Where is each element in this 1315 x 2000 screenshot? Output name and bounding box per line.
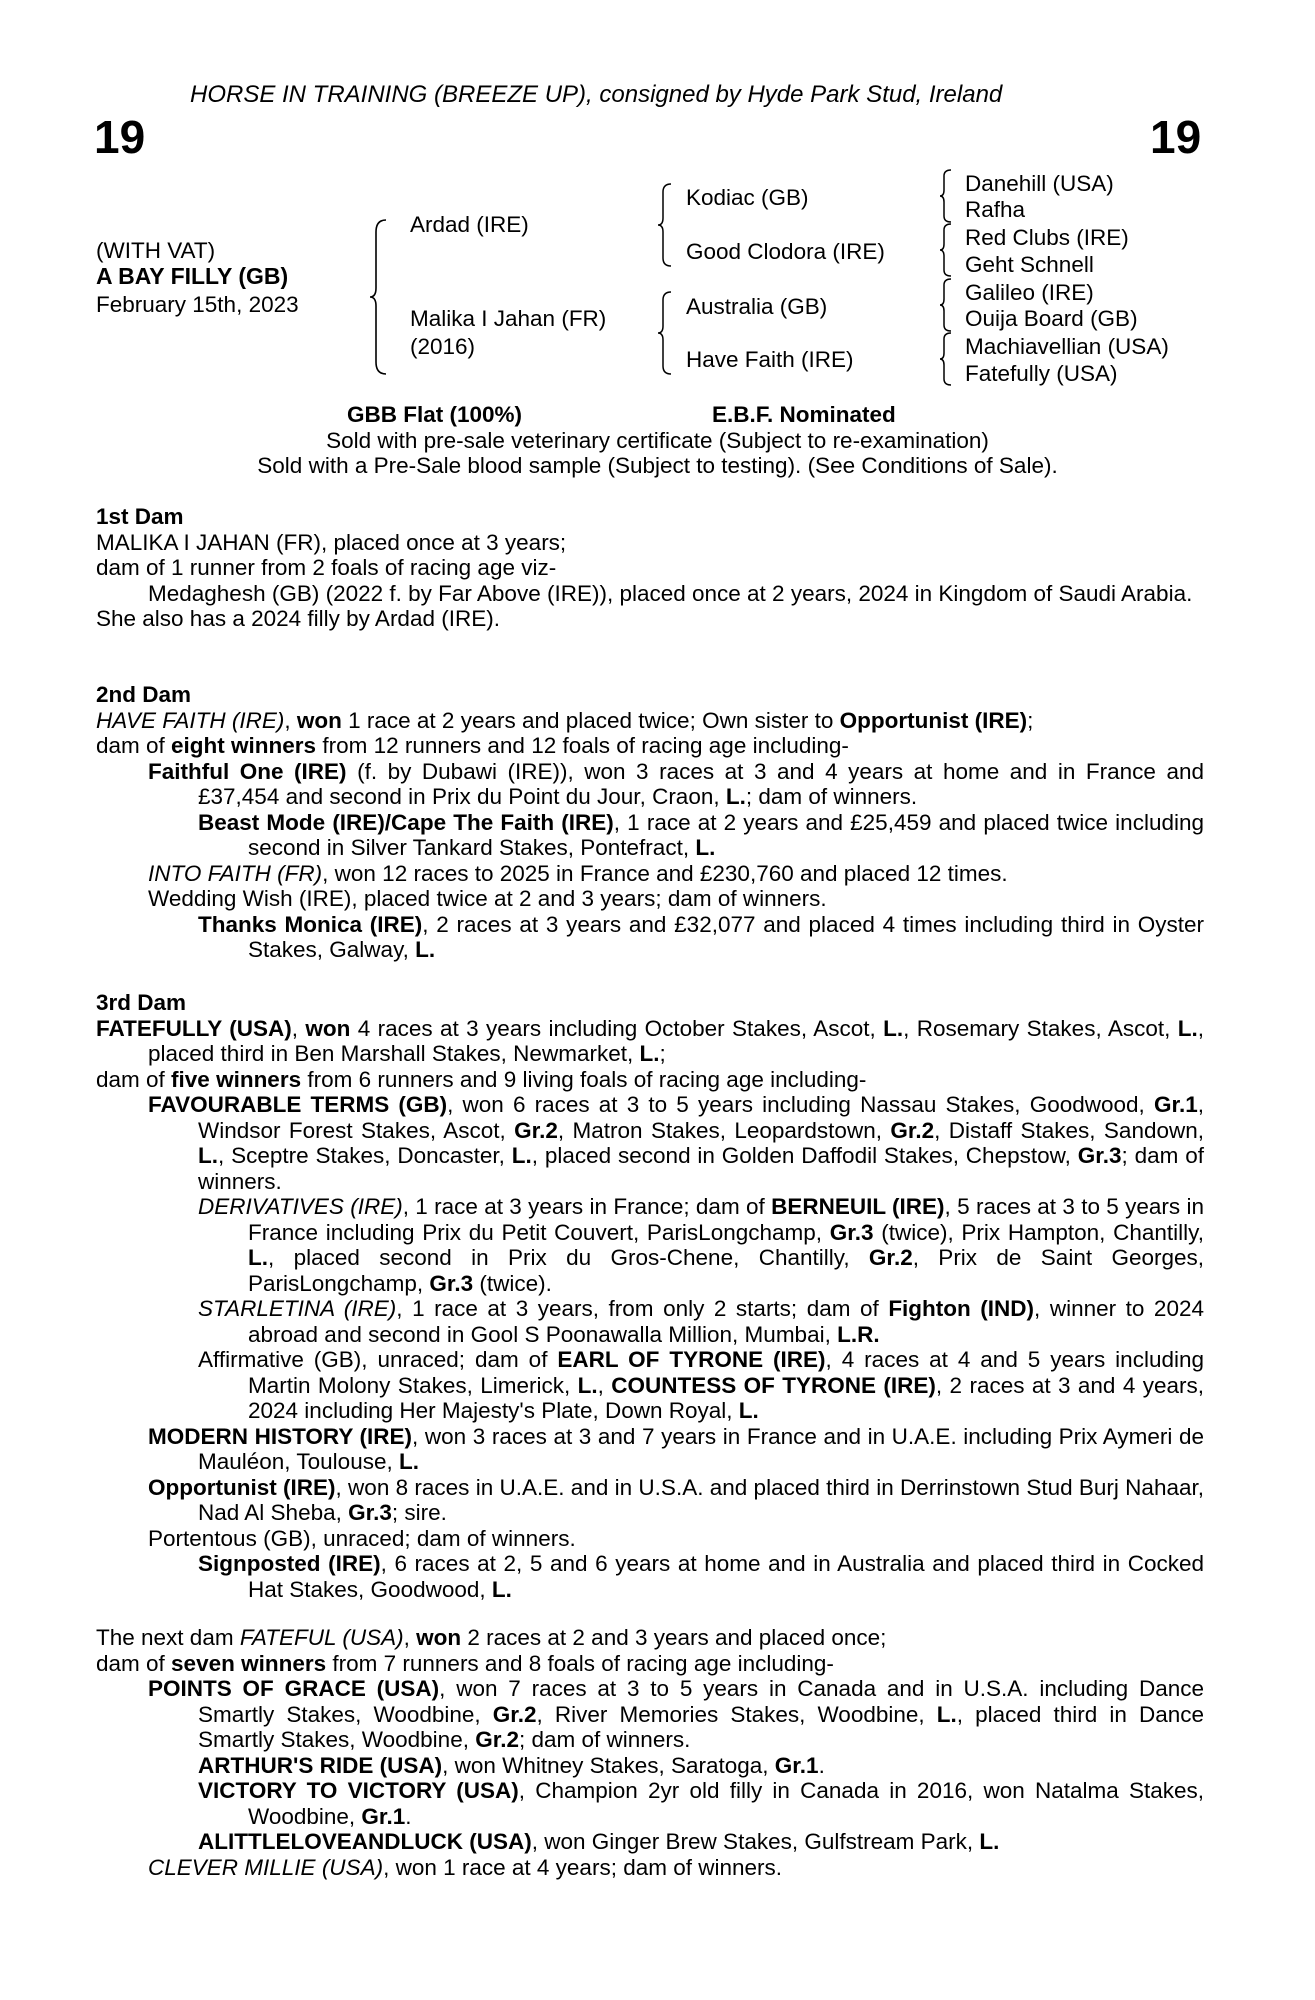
text: , 2 races at 3 years and £32,077 and placed 4 times including third in Oyster Stakes, Galway, — [248, 911, 1204, 962]
text: , River Memories Stakes, Woodbine, — [536, 1701, 937, 1727]
text: , won 7 races at 3 to 5 years in Canada and in U.S.A. including Dance Smartly Stakes, Woodbine, — [198, 1676, 1205, 1727]
first-dam-line: She also has a 2024 filly by Ardad (IRE). — [96, 606, 500, 631]
lot-number-right: 19 — [1150, 111, 1202, 163]
text: Gr.2 — [514, 1117, 558, 1143]
text: , won 1 race at 4 years; dam of winners. — [383, 1854, 783, 1880]
text: (twice), Prix Hampton, Chantilly, — [873, 1219, 1205, 1245]
text: L. — [1177, 1015, 1198, 1041]
text: won — [296, 707, 342, 733]
text: INTO FAITH (FR) — [148, 860, 323, 886]
first-dam-line: dam of 1 runner from 2 foals of racing age viz- — [96, 555, 557, 580]
text: L. — [738, 1398, 759, 1423]
progeny-entry — [96, 1778, 1204, 1829]
text: COUNTESS OF TYRONE (IRE) — [611, 1372, 936, 1398]
text: , won 3 races at 3 and 7 years in France and in U.A.E. including Prix Aymeri de Mauléon, Toulouse, — [198, 1423, 1204, 1474]
progeny-entry: Portentous (GB), unraced; dam of winners. — [148, 1525, 576, 1551]
next-dam-line — [96, 1651, 1204, 1677]
text: , placed third in Dance Smartly Stakes, Woodbine, — [198, 1701, 1204, 1752]
pedigree-gen3-4: Geht Schnell — [965, 252, 1094, 277]
pedigree-brace-g3-1 — [938, 168, 956, 224]
sire-name: Ardad (IRE) — [410, 212, 529, 237]
pedigree-gen2-3: Australia (GB) — [686, 294, 828, 319]
text: Gr.3 — [348, 1500, 392, 1525]
pedigree-gen3-7: Machiavellian (USA) — [965, 334, 1169, 359]
progeny-entry — [96, 861, 1204, 887]
horse-name: A BAY FILLY (GB) — [96, 263, 289, 289]
text: , won 6 races at 3 to 5 years including Nassau Stakes, Goodwood, — [447, 1092, 1154, 1117]
text: , 6 races at 2, 5 and 6 years at home and in Australia and placed third in Cocked Hat Stakes, Goodwood, — [248, 1551, 1204, 1602]
text: dam of — [96, 1650, 172, 1676]
text: , placed second in Prix du Gros-Chene, Chantilly, — [268, 1245, 869, 1270]
text: L. — [198, 1143, 218, 1168]
text: ; — [659, 1041, 666, 1066]
pedigree-gen3-2: Rafha — [965, 197, 1026, 222]
progeny-entry — [96, 1855, 1204, 1881]
dam-name: Malika I Jahan (FR) — [410, 306, 607, 331]
text: Fighton (IND) — [888, 1296, 1035, 1321]
text: CLEVER MILLIE (USA) — [148, 1854, 384, 1880]
text: , 1 race at 3 years in France; dam of — [402, 1194, 772, 1219]
text: L. — [883, 1015, 904, 1041]
text: Gr.3 — [429, 1270, 474, 1296]
text: Opportunist (IRE) — [839, 707, 1028, 733]
text: , Matron Stakes, Leopardstown, — [557, 1117, 891, 1143]
third-dam-line — [96, 1016, 1204, 1067]
text: ALITTLELOVEANDLUCK (USA) — [198, 1829, 532, 1854]
progeny-entry: Wedding Wish (IRE), placed twice at 2 and 3 years; dam of winners. — [148, 886, 827, 911]
progeny-entry — [96, 1092, 1204, 1194]
text: , placed third in Ben Marshall Stakes, Newmarket, — [148, 1015, 1204, 1066]
pedigree-gen3-6: Ouija Board (GB) — [965, 306, 1138, 331]
pedigree-gen3-3: Red Clubs (IRE) — [965, 225, 1129, 250]
text: , Windsor Forest Stakes, Ascot, — [198, 1092, 1204, 1143]
text: L. — [415, 937, 436, 962]
blood-sample-note: Sold with a Pre-Sale blood sample (Subject to testing). (See Conditions of Sale). — [257, 453, 1058, 478]
text: Opportunist (IRE) — [148, 1474, 336, 1500]
pedigree-brace-main — [368, 218, 392, 376]
text: L. — [511, 1143, 532, 1168]
progeny-entry — [96, 759, 1204, 810]
text: , — [291, 1015, 306, 1041]
text: Gr.3 — [1077, 1143, 1122, 1168]
text: ; sire. — [391, 1500, 447, 1525]
text: 4 races at 3 years including October Stakes, Ascot, — [350, 1015, 884, 1041]
text: L. — [577, 1372, 598, 1398]
text: dam of — [96, 1066, 172, 1092]
pedigree-brace-g3-3 — [938, 277, 956, 333]
pedigree-gen2-4: Have Faith (IRE) — [686, 347, 854, 372]
text: from 7 runners and 8 foals of racing age including- — [326, 1650, 834, 1676]
progeny-entry — [96, 1676, 1204, 1753]
next-dam-line — [96, 1625, 1204, 1651]
text: . — [818, 1752, 825, 1778]
ebf-nominated-note: E.B.F. Nominated — [712, 402, 896, 427]
text: (twice). — [473, 1270, 552, 1296]
progeny-entry — [96, 810, 1204, 861]
text: , — [597, 1372, 612, 1398]
text: , Sceptre Stakes, Doncaster, — [218, 1143, 512, 1168]
text: , won 8 races in U.A.E. and in U.S.A. and placed third in Derrinstown Stud Burj Nahaar, Nad Al Sheba, — [198, 1474, 1204, 1525]
text: from 12 runners and 12 foals of racing age including- — [316, 733, 849, 758]
text: ; dam of winners. — [745, 784, 918, 809]
text: five winners — [171, 1066, 302, 1092]
pedigree-brace-dam — [656, 290, 676, 376]
first-dam-line: MALIKA I JAHAN (FR), placed once at 3 years; — [96, 529, 567, 555]
text: 1 race at 2 years and placed twice; Own sister to — [341, 707, 840, 733]
dam-name-italic: HAVE FAITH (IRE) — [96, 707, 285, 733]
text: ; dam of winners. — [519, 1727, 691, 1752]
progeny-entry — [96, 1475, 1204, 1526]
gbb-flat-note: GBB Flat (100%) — [347, 402, 523, 427]
second-dam-line — [96, 733, 1204, 759]
text: L. — [979, 1829, 1000, 1854]
text: EARL OF TYRONE (IRE) — [557, 1347, 826, 1372]
progeny-entry — [96, 1296, 1204, 1347]
text: , Prix de Saint Georges, ParisLongchamp, — [248, 1245, 1204, 1296]
text: dam of — [96, 733, 172, 758]
progeny-entry — [96, 912, 1204, 963]
progeny-entry — [96, 1194, 1204, 1296]
text: L. — [248, 1245, 268, 1270]
lot-number-left: 19 — [94, 111, 146, 163]
text: Faithful One (IRE) — [148, 758, 347, 784]
text: won — [416, 1625, 462, 1650]
progeny-entry — [96, 1829, 1204, 1855]
second-dam-line — [96, 708, 1204, 734]
text: Gr.2 — [492, 1701, 537, 1727]
text: L. — [936, 1701, 957, 1727]
progeny-entry — [96, 1347, 1204, 1424]
text: from 6 runners and 9 living foals of racing age including- — [301, 1066, 867, 1092]
text: VICTORY TO VICTORY (USA) — [198, 1778, 519, 1803]
text: , 5 races at 3 to 5 years in France including Prix du Petit Couvert, ParisLongchamp, — [248, 1194, 1205, 1245]
first-dam-progeny: Medaghesh (GB) (2022 f. by Far Above (IRE)), placed once at 2 years, 2024 in Kingdom of Saudi Arabia. — [148, 580, 1193, 606]
pedigree-brace-g3-4 — [938, 331, 956, 387]
vat-label: (WITH VAT) — [96, 238, 216, 263]
foaling-date: February 15th, 2023 — [96, 292, 299, 317]
progeny-entry — [96, 1551, 1204, 1602]
text: Gr.1 — [1153, 1092, 1198, 1117]
text: , — [284, 707, 297, 733]
text: FATEFULLY (USA) — [96, 1015, 292, 1041]
text: , placed second in Golden Daffodil Stakes, Chepstow, — [531, 1143, 1078, 1168]
first-dam-heading: 1st Dam — [96, 504, 184, 529]
progeny-entry — [96, 1753, 1204, 1779]
text: The next dam — [96, 1625, 240, 1650]
pedigree-gen3-5: Galileo (IRE) — [965, 280, 1094, 305]
text: Thanks Monica (IRE) — [198, 911, 423, 937]
text: Gr.1 — [361, 1803, 406, 1829]
text: . — [405, 1803, 412, 1829]
second-dam-section — [96, 682, 1204, 963]
pedigree-gen3-8: Fatefully (USA) — [965, 361, 1118, 386]
text: FATEFUL (USA) — [239, 1625, 404, 1650]
text: , 1 race at 2 years and £25,459 and placed twice including second in Silver Tankard Stakes, Pontefract, — [248, 809, 1204, 860]
text: , winner to 2024 abroad and second in Gool S Poonawalla Million, Mumbai, — [248, 1296, 1204, 1347]
text: , Distaff Stakes, Sandown, — [934, 1117, 1205, 1143]
text: ARTHUR'S RIDE (USA) — [198, 1752, 443, 1778]
text: MODERN HISTORY (IRE) — [148, 1423, 413, 1449]
text: L. — [695, 835, 716, 860]
vet-certificate-note: Sold with pre-sale veterinary certificate (Subject to re-examination) — [326, 428, 989, 453]
dam-year: (2016) — [410, 334, 476, 359]
third-dam-section — [96, 990, 1204, 1602]
third-dam-line — [96, 1067, 1204, 1093]
pedigree-gen3-1: Danehill (USA) — [965, 171, 1114, 196]
text: , 4 races at 4 and 5 years including Martin Molony Stakes, Limerick, — [248, 1347, 1204, 1398]
text: POINTS OF GRACE (USA) — [148, 1676, 440, 1701]
third-dam-heading: 3rd Dam — [96, 990, 187, 1015]
text: ; — [1027, 707, 1034, 733]
text: Signposted (IRE) — [198, 1551, 381, 1576]
text: , 1 race at 3 years, from only 2 starts; dam of — [396, 1296, 889, 1321]
text: , Champion 2yr old filly in Canada in 2016, won Natalma Stakes, Woodbine, — [248, 1778, 1204, 1829]
text: , — [403, 1625, 417, 1650]
pedigree-brace-sire — [656, 182, 676, 268]
text: Gr.1 — [774, 1752, 819, 1778]
text: (f. by Dubawi (IRE)), won 3 races at 3 and 4 years at home and in France and £37,454 and second in Prix du Point du Jour, Craon, — [198, 758, 1204, 809]
text: L. — [725, 784, 746, 809]
pedigree-brace-g3-2 — [938, 222, 956, 278]
text: STARLETINA (IRE) — [198, 1296, 397, 1321]
pedigree-gen2-2: Good Clodora (IRE) — [686, 239, 885, 264]
text: DERIVATIVES (IRE) — [198, 1194, 403, 1219]
text: , won Ginger Brew Stakes, Gulfstream Park, — [531, 1829, 980, 1854]
text: , won 12 races to 2025 in France and £230,760 and placed 12 times. — [322, 860, 1008, 886]
text: Gr.2 — [868, 1245, 913, 1270]
text: L. — [639, 1041, 660, 1066]
text: , won Whitney Stakes, Saratoga, — [442, 1752, 775, 1778]
first-dam-section — [96, 504, 1204, 632]
pedigree-gen2-1: Kodiac (GB) — [686, 185, 809, 210]
text: , Rosemary Stakes, Ascot, — [903, 1015, 1178, 1041]
text: Gr.2 — [890, 1117, 935, 1143]
next-dam-section — [96, 1625, 1204, 1880]
text: Gr.3 — [829, 1219, 874, 1245]
text: Beast Mode (IRE)/Cape The Faith (IRE) — [198, 809, 614, 835]
text: 2 races at 2 and 3 years and placed once; — [461, 1625, 887, 1650]
text: L. — [491, 1576, 512, 1602]
text: , 2 races at 3 and 4 years, 2024 including Her Majesty's Plate, Down Royal, — [248, 1372, 1204, 1423]
text: ; dam of winners. — [198, 1143, 1204, 1194]
text: Gr.2 — [475, 1727, 519, 1752]
text: BERNEUIL (IRE) — [771, 1194, 945, 1219]
consignment-header: HORSE IN TRAINING (BREEZE UP), consigned by Hyde Park Stud, Ireland — [190, 81, 1003, 108]
text: seven winners — [171, 1650, 327, 1676]
progeny-entry — [96, 1424, 1204, 1475]
text: Affirmative (GB), unraced; dam of — [198, 1347, 558, 1372]
text: L.R. — [837, 1321, 880, 1347]
text: eight winners — [171, 733, 317, 758]
text: L. — [398, 1449, 419, 1474]
second-dam-heading: 2nd Dam — [96, 682, 192, 707]
text: won — [305, 1015, 351, 1041]
text: FAVOURABLE TERMS (GB) — [148, 1092, 448, 1117]
